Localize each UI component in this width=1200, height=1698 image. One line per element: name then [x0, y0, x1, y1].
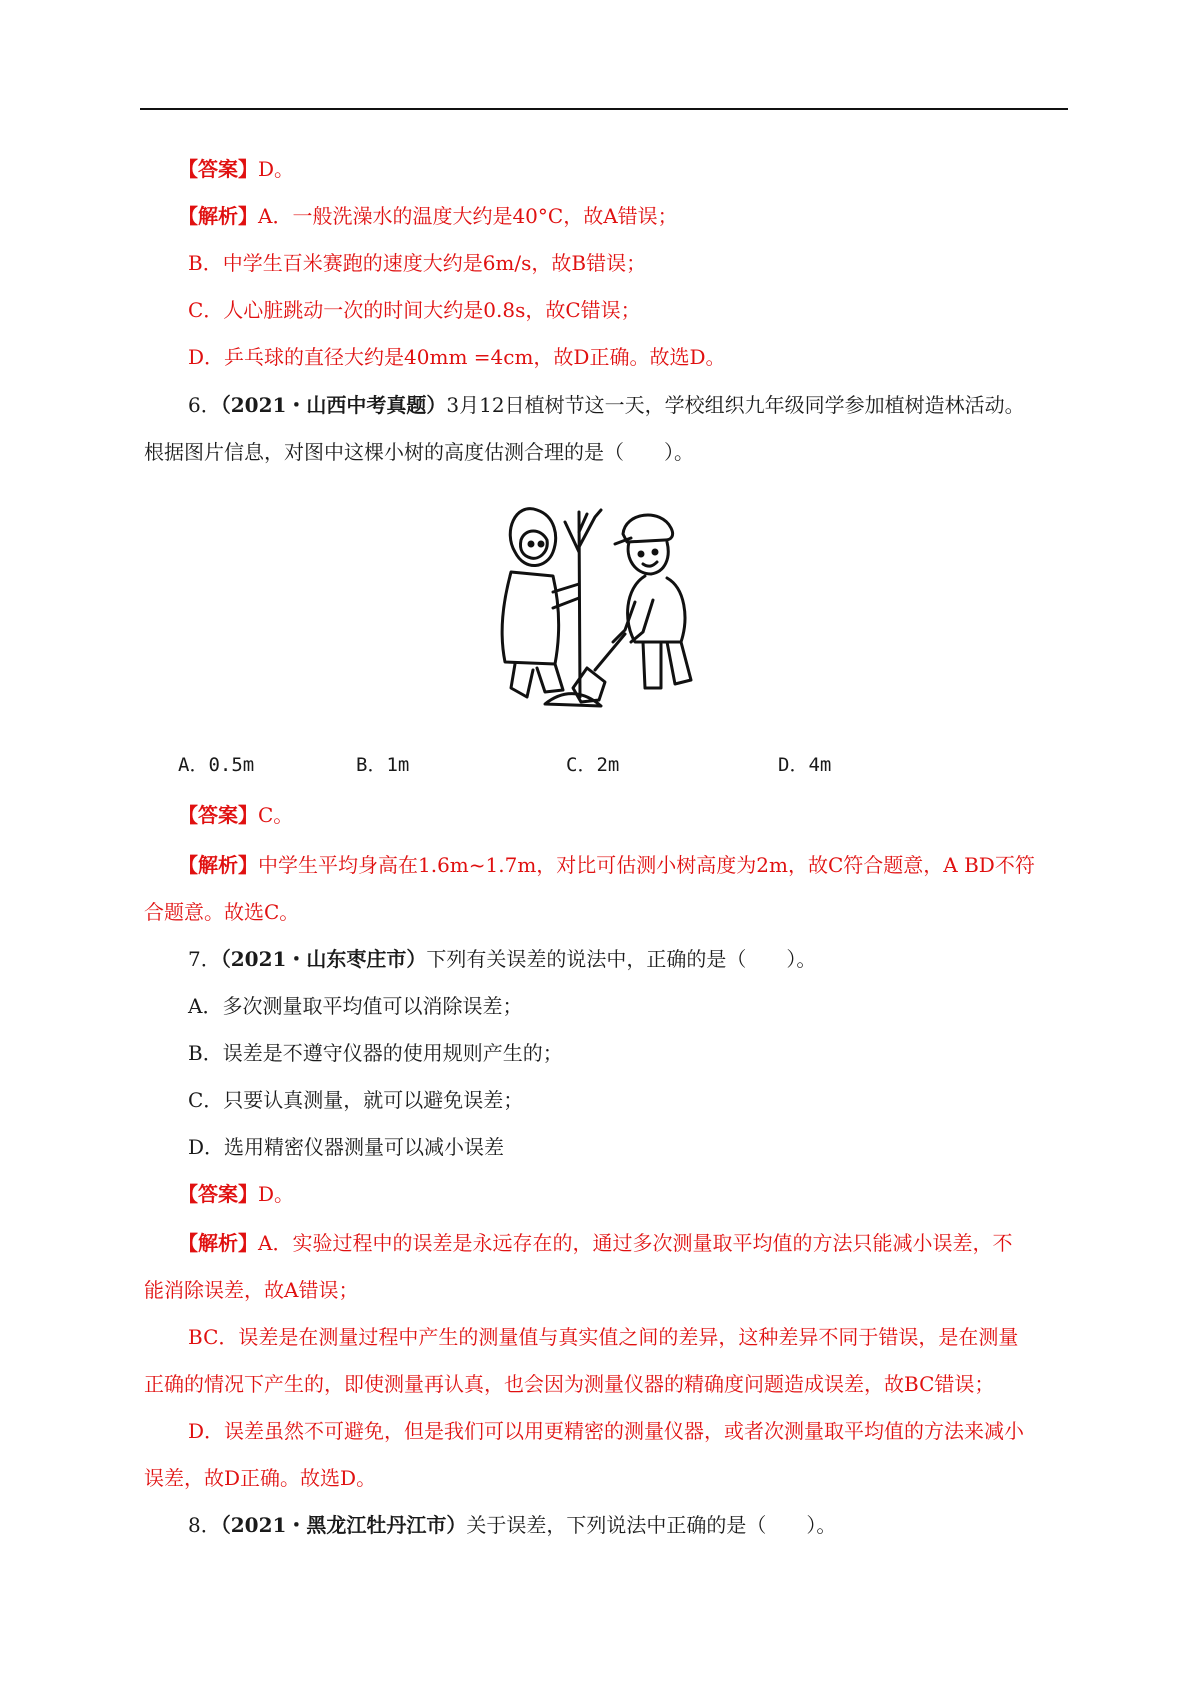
analysis-line: 误差，故D正确。故选D。: [144, 1466, 377, 1490]
option-c: C．只要认真测量，就可以避免误差；: [188, 1088, 524, 1112]
option-d: D．选用精密仪器测量可以减小误差: [188, 1135, 505, 1159]
option-d: D．4m: [778, 754, 832, 776]
analysis-line: C．人心脏跳动一次的时间大约是0.8s，故C错误；: [188, 298, 641, 322]
analysis-line: 【解析】A．一般洗澡水的温度大约是40°C，故A错误；: [178, 204, 678, 228]
question-7-stem: 7．（2021・山东枣庄市）下列有关误差的说法中，正确的是（ ）。: [188, 947, 817, 971]
analysis-line: BC．误差是在测量过程中产生的测量值与真实值之间的差异，这种差异不同于错误，是在测量: [188, 1325, 1019, 1349]
analysis-line: B．中学生百米赛跑的速度大约是6m/s，故B错误；: [188, 251, 647, 275]
analysis-line: D．误差虽然不可避免，但是我们可以用更精密的测量仪器，或者次测量取平均值的方法来减小: [188, 1419, 1025, 1443]
analysis-line: 【解析】中学生平均身高在1.6m~1.7m，对比可估测小树高度为2m，故C符合题意，A BD不符: [178, 853, 1035, 877]
header-rule: [140, 108, 1068, 110]
analysis-line: 正确的情况下产生的，即使测量再认真，也会因为测量仪器的精确度问题造成误差，故BC错误；: [144, 1372, 995, 1396]
question-6-stem: 6．（2021・山西中考真题）3月12日植树节这一天，学校组织九年级同学参加植树造林活动。: [188, 393, 1025, 417]
option-a: A．0.5m: [178, 754, 255, 776]
answer-line: 【答案】C。: [178, 803, 294, 827]
analysis-line: D．乒乓球的直径大约是40mm =4cm，故D正确。故选D。: [188, 345, 726, 369]
analysis-line: 能消除误差，故A错误；: [144, 1278, 359, 1302]
option-a: A．多次测量取平均值可以消除误差；: [188, 994, 523, 1018]
answer-line: 【答案】D。: [178, 1182, 295, 1206]
analysis-line: 合题意。故选C。: [144, 900, 300, 924]
option-b: B．误差是不遵守仪器的使用规则产生的；: [188, 1041, 563, 1065]
option-c: C．2m: [566, 754, 620, 776]
tree-planting-figure: [475, 492, 745, 714]
question-8-stem: 8．（2021・黑龙江牡丹江市）关于误差，下列说法中正确的是（ ）。: [188, 1513, 837, 1537]
question-6-stem-cont: 根据图片信息，对图中这棵小树的高度估测合理的是（ ）。: [144, 440, 694, 464]
option-b: B．1m: [356, 754, 410, 776]
answer-line: 【答案】D。: [178, 157, 295, 181]
analysis-line: 【解析】A．实验过程中的误差是永远存在的，通过多次测量取平均值的方法只能减小误差，不: [178, 1231, 1013, 1255]
